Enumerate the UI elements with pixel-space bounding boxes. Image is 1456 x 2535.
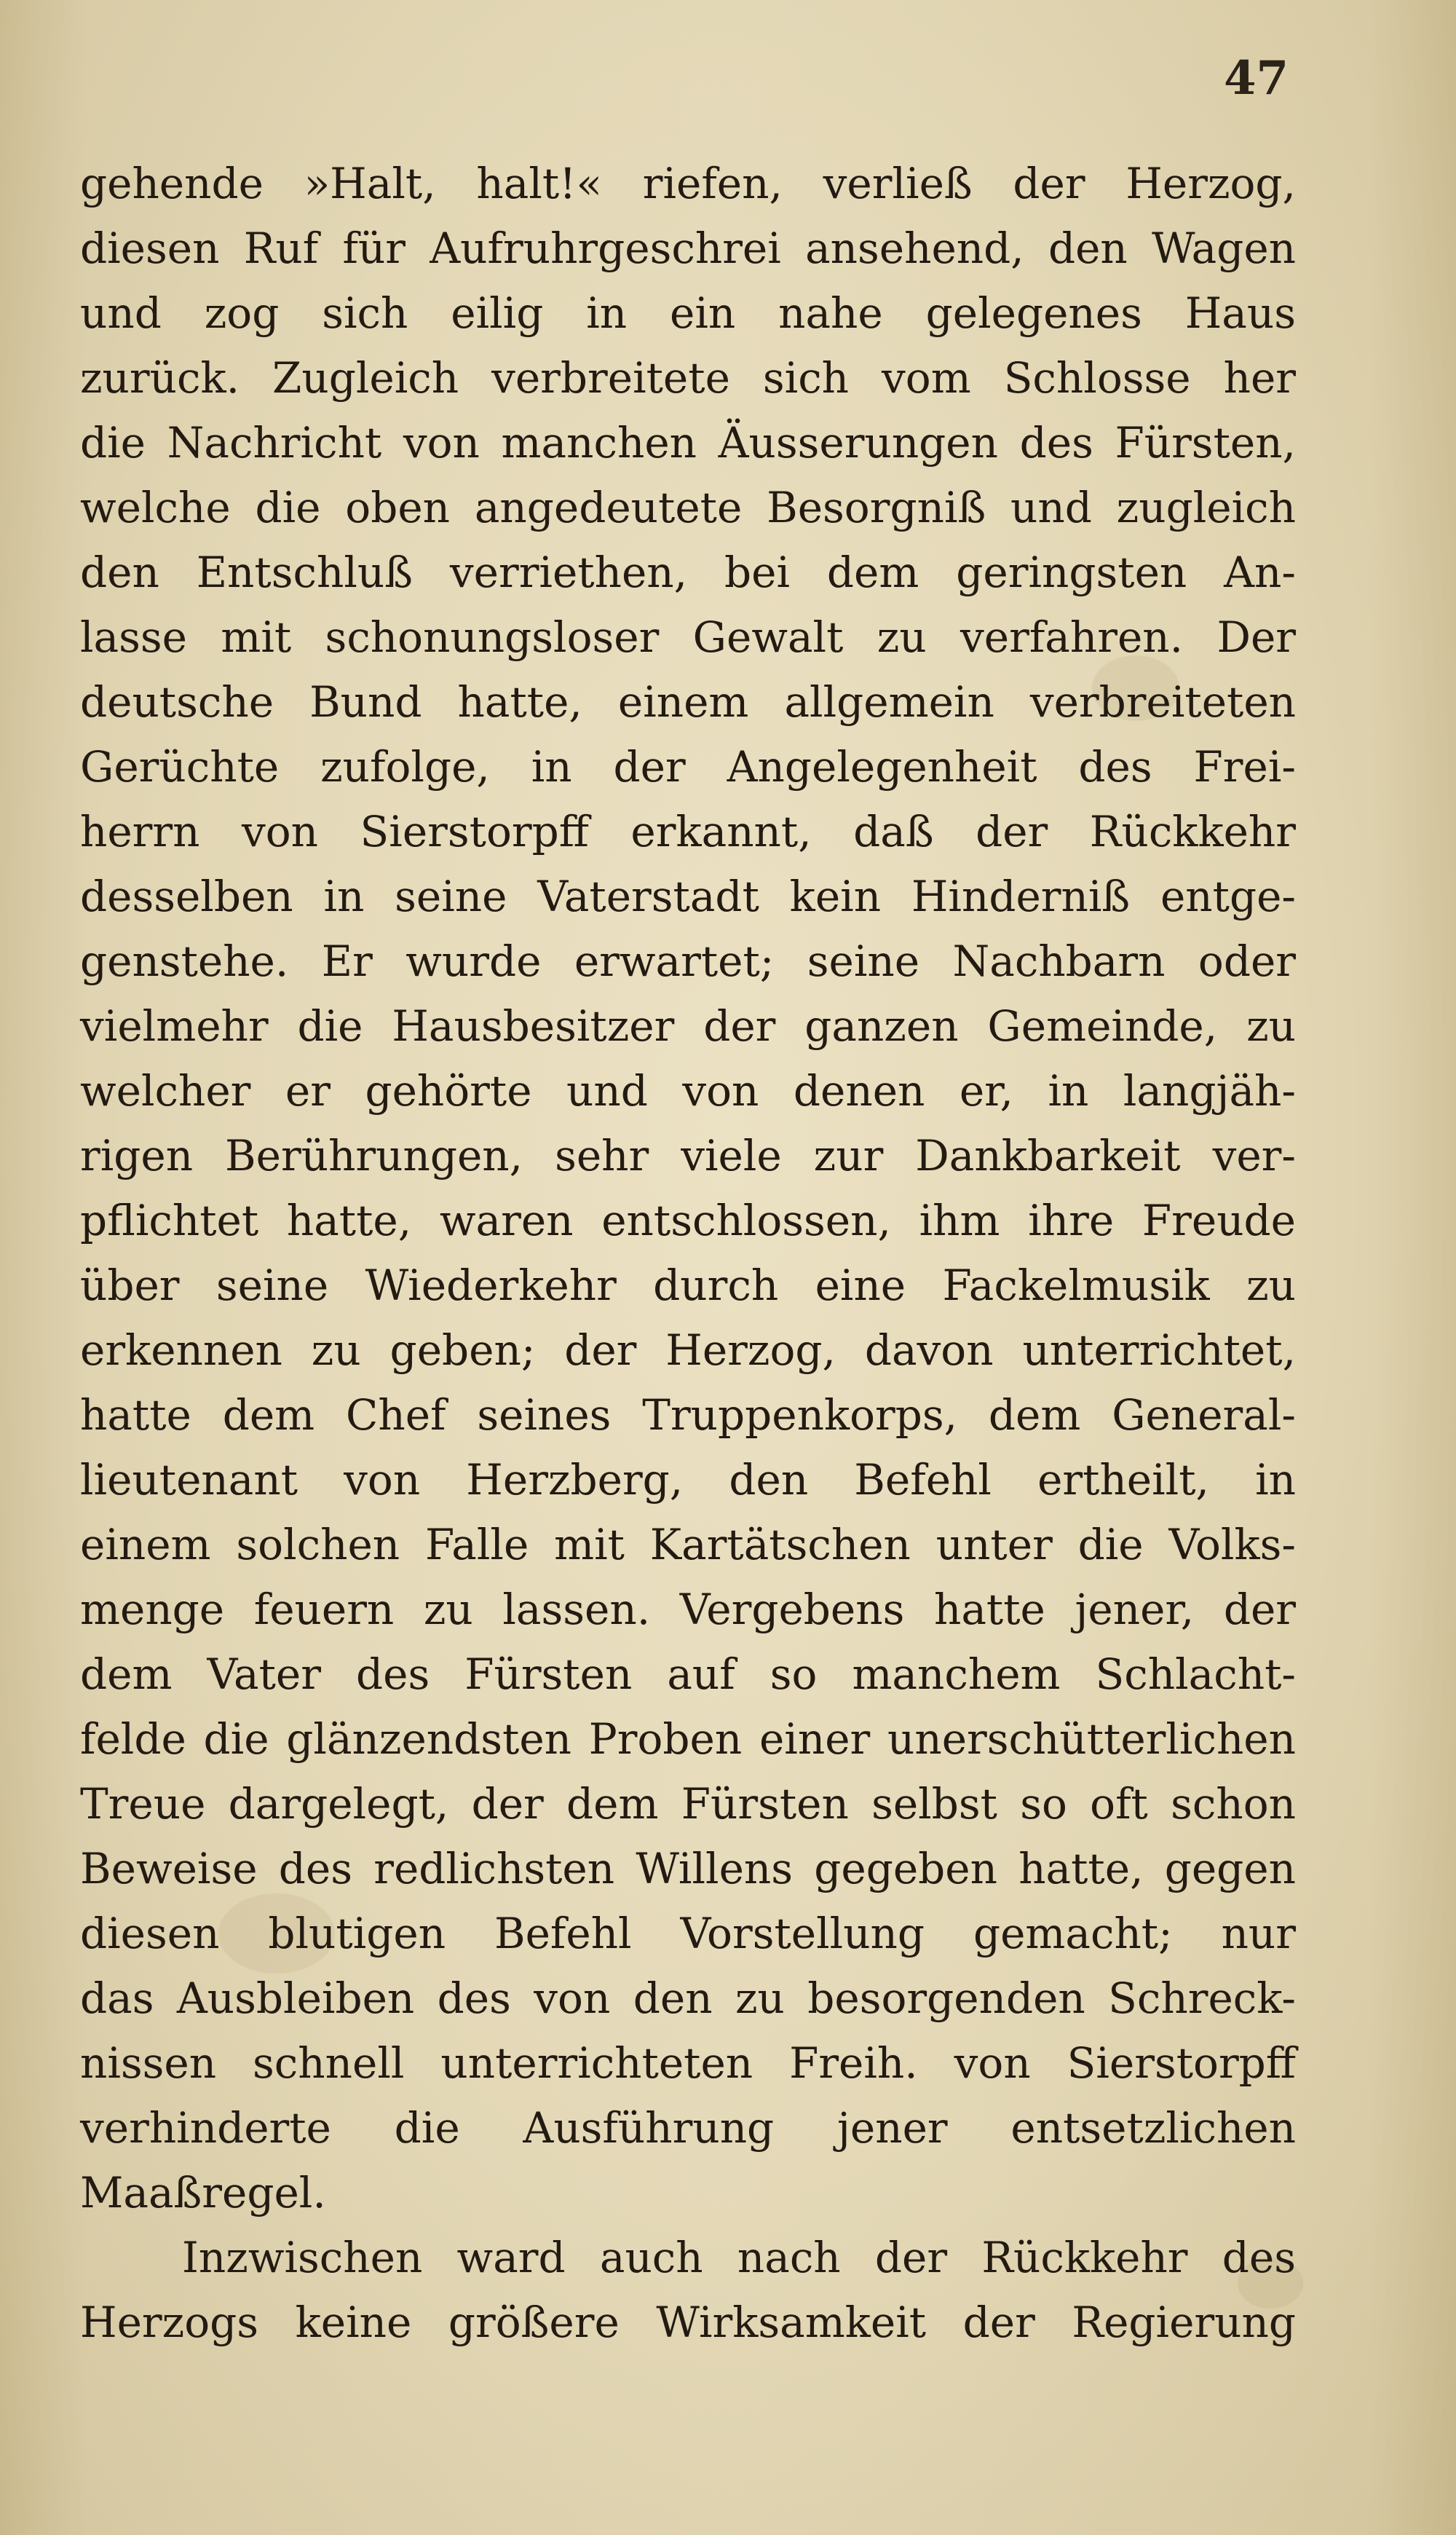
text-line: die Nachricht von manchen Äusserungen des Fürsten, (80, 418, 1296, 468)
text-line: dem Vater des Fürsten auf so manchem Schlacht- (80, 1649, 1296, 1699)
text-line: den Entschluß verriethen, bei dem geringsten An- (80, 548, 1296, 597)
text-line: Maaßregel. (80, 2168, 326, 2217)
text-line: erkennen zu geben; der Herzog, davon unterrichtet, (80, 1325, 1296, 1375)
text-line: Herzogs keine größere Wirksamkeit der Regierung (80, 2298, 1296, 2347)
text-line: lasse mit schonungsloser Gewalt zu verfahren. Der (80, 612, 1296, 662)
text-line: und zog sich eilig in ein nahe gelegenes Haus (80, 288, 1296, 338)
text-line: herrn von Sierstorpff erkannt, daß der Rückkehr (80, 807, 1296, 856)
text-line: über seine Wiederkehr durch eine Fackelmusik zu (80, 1261, 1296, 1310)
text-line: zurück. Zugleich verbreitete sich vom Schlosse her (80, 353, 1296, 403)
text-line: welche die oben angedeutete Besorgniß und zugleich (80, 483, 1296, 532)
text-line: einem solchen Falle mit Kartätschen unter die Volks- (80, 1520, 1296, 1569)
text-line: lieutenant von Herzberg, den Befehl ertheilt, in (80, 1455, 1296, 1505)
text-line: hatte dem Chef seines Truppenkorps, dem General- (80, 1390, 1296, 1440)
text-line: Beweise des redlichsten Willens gegeben hatte, gegen (80, 1844, 1296, 1893)
body-text (80, 151, 1296, 2355)
text-line: welcher er gehörte und von denen er, in langjäh- (80, 1066, 1296, 1116)
text-line: Gerüchte zufolge, in der Angelegenheit des Frei- (80, 742, 1296, 792)
text-line: genstehe. Er wurde erwartet; seine Nachbarn oder (80, 937, 1296, 986)
text-line: verhinderte die Ausführung jener entsetzlichen (80, 2103, 1296, 2153)
text-line: felde die glänzendsten Proben einer unerschütterlichen (80, 1714, 1296, 1764)
text-line: nissen schnell unterrichteten Freih. von Sierstorpff (80, 2038, 1296, 2088)
text-line: diesen blutigen Befehl Vorstellung gemacht; nur (80, 1909, 1296, 1958)
text-line: gehende »Halt, halt!« riefen, verließ der Herzog, (80, 159, 1296, 208)
text-line: menge feuern zu lassen. Vergebens hatte jener, der (80, 1585, 1296, 1634)
text-line: diesen Ruf für Aufruhrgeschrei ansehend, den Wagen (80, 224, 1296, 273)
text-line: desselben in seine Vaterstadt kein Hinderniß entge- (80, 872, 1296, 921)
text-line: deutsche Bund hatte, einem allgemein verbreiteten (80, 677, 1296, 727)
text-line: vielmehr die Hausbesitzer der ganzen Gemeinde, zu (80, 1001, 1296, 1051)
text-line: Inzwischen ward auch nach der Rückkehr des (182, 2233, 1296, 2282)
text-line: Treue dargelegt, der dem Fürsten selbst so oft schon (80, 1779, 1296, 1829)
text-line: rigen Berührungen, sehr viele zur Dankbarkeit ver- (80, 1131, 1296, 1180)
text-line: pflichtet hatte, waren entschlossen, ihm ihre Freude (80, 1196, 1296, 1245)
text-line: das Ausbleiben des von den zu besorgenden Schreck- (80, 1974, 1296, 2023)
page-number: 47 (1223, 51, 1289, 106)
